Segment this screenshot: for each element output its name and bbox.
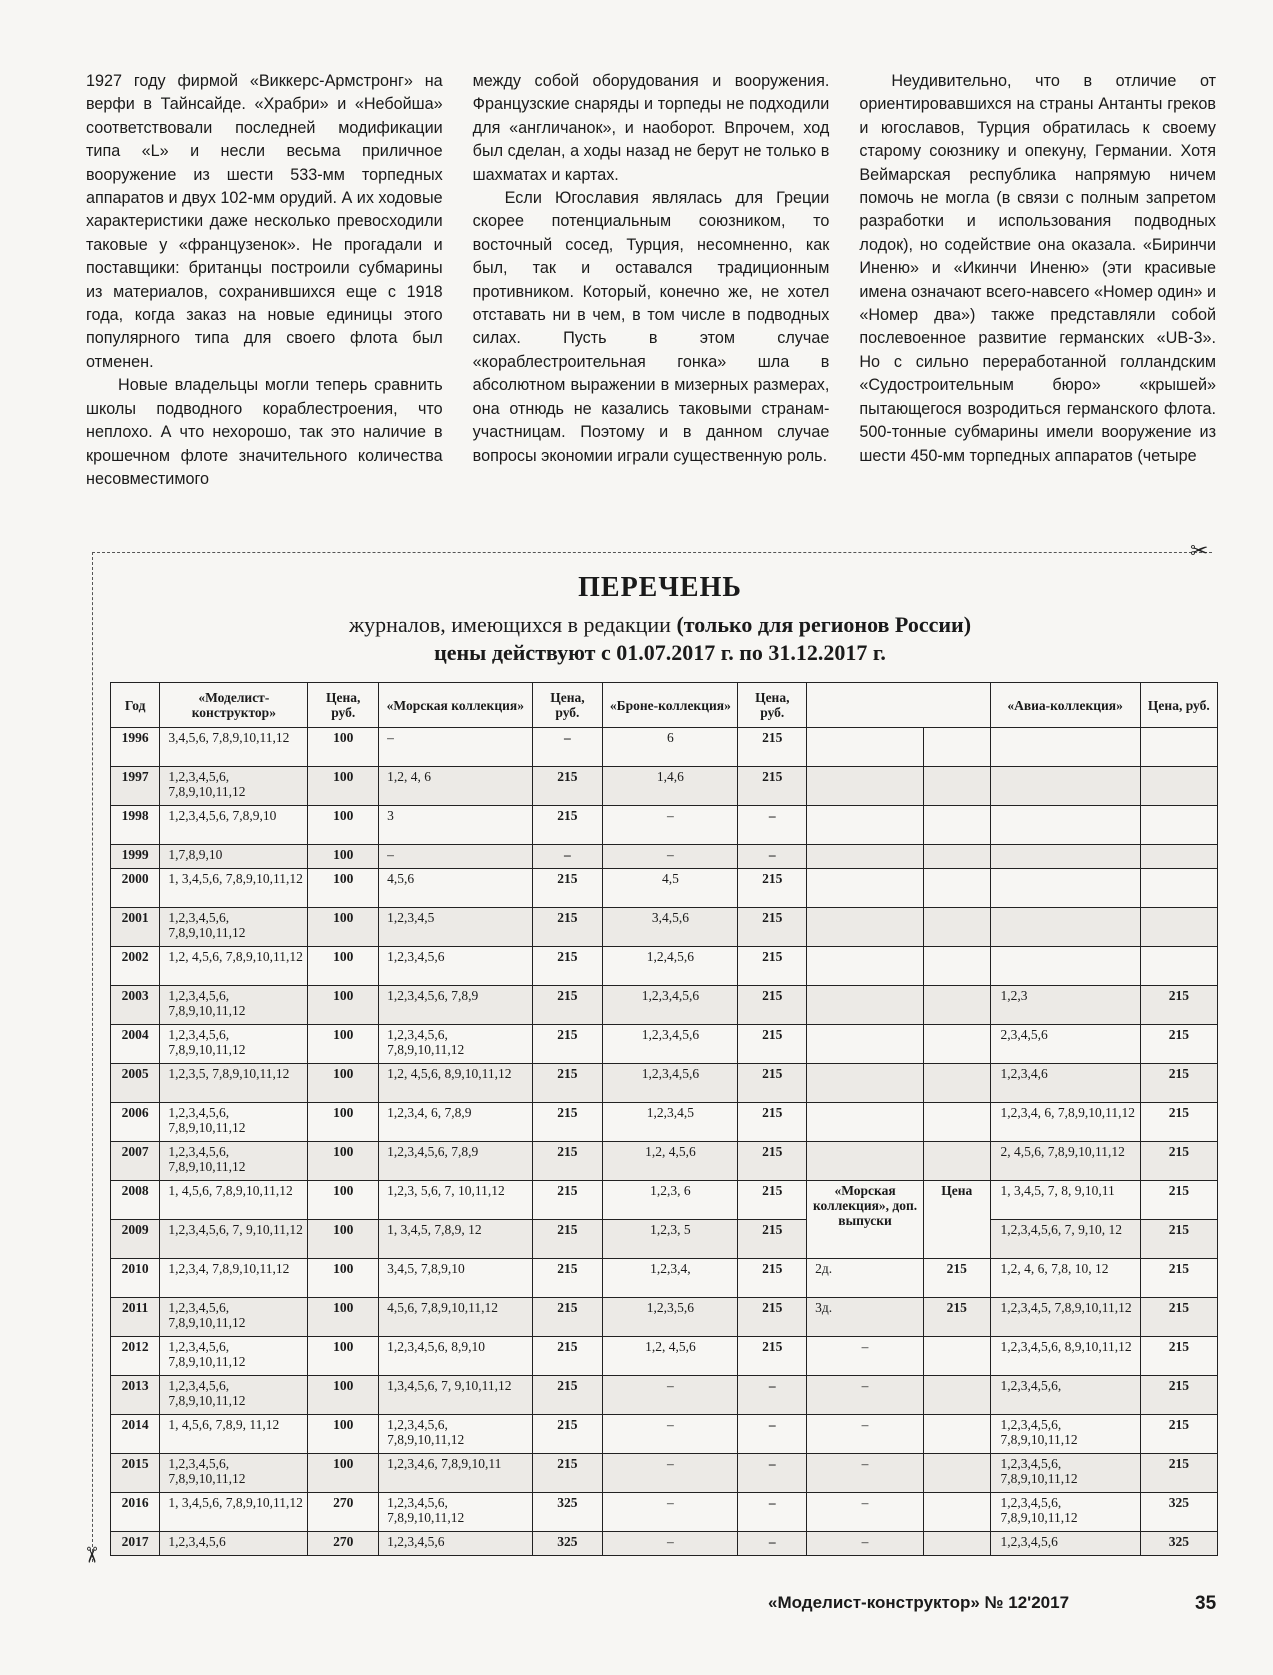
cell-mor: 1,3,4,5,6, 7, 9,10,11,12 xyxy=(379,1376,532,1415)
cell-mor-price: 215 xyxy=(532,869,603,908)
cell-year: 2008 xyxy=(111,1181,160,1220)
cell-mk-price: 100 xyxy=(308,1415,379,1454)
cell-bron: – xyxy=(603,1532,738,1556)
cell-dop-price xyxy=(924,1337,991,1376)
header-avia: «Авиа-коллекция» xyxy=(990,683,1140,728)
cell-mor-price: 215 xyxy=(532,986,603,1025)
cell-bron-price: 215 xyxy=(738,869,807,908)
cell-year: 2011 xyxy=(111,1298,160,1337)
cell-bron-price: – xyxy=(738,845,807,869)
cell-mk: 1,2,3,4,5,6, 7, 9,10,11,12 xyxy=(160,1220,308,1259)
cell-avia xyxy=(990,845,1140,869)
cell-mk: 1,2,3,4,5,6, 7,8,9,10,11,12 xyxy=(160,1298,308,1337)
table-row xyxy=(111,1298,1218,1337)
cell-dop: – xyxy=(807,1493,924,1532)
table-row xyxy=(111,986,1218,1025)
cell-dop: – xyxy=(807,1454,924,1493)
cell-avia-price: 325 xyxy=(1140,1493,1217,1532)
cell-mk-price: 100 xyxy=(308,1220,379,1259)
price-table xyxy=(110,682,1218,1556)
cell-avia xyxy=(990,947,1140,986)
cell-dop xyxy=(807,908,924,947)
cell-mk-price: 270 xyxy=(308,1493,379,1532)
cell-bron: – xyxy=(603,806,738,845)
paragraph: Новые владельцы могли теперь сравнить школы подводного кораблестроения, что неплохо. А что нехорошо, так это наличие в крошечном флоте значительного количества несовместимого xyxy=(86,376,443,488)
cell-dop xyxy=(807,767,924,806)
cell-bron: 1,2,3, 6 xyxy=(603,1181,738,1220)
cell-mor: 3 xyxy=(379,806,532,845)
table-row xyxy=(111,806,1218,845)
cell-bron: 1,2,3,4,5 xyxy=(603,1103,738,1142)
article-column-3 xyxy=(859,70,1216,510)
cell-mk-price: 100 xyxy=(308,1298,379,1337)
cell-bron: 1,2,4,5,6 xyxy=(603,947,738,986)
cell-mk: 1,2,3,4,5,6, 7,8,9,10,11,12 xyxy=(160,1103,308,1142)
header-mk-price: Цена, руб. xyxy=(308,683,379,728)
cell-avia: 1,2,3,4, 6, 7,8,9,10,11,12 xyxy=(990,1103,1140,1142)
cell-mor: 1,2,3, 5,6, 7, 10,11,12 xyxy=(379,1181,532,1220)
cell-avia-price xyxy=(1140,845,1217,869)
list-subtitle-bold: (только для регионов России) xyxy=(676,612,972,637)
table-row xyxy=(111,908,1218,947)
cell-avia-price: 215 xyxy=(1140,986,1217,1025)
cell-year: 2013 xyxy=(111,1376,160,1415)
cell-year: 1998 xyxy=(111,806,160,845)
cell-bron: 6 xyxy=(603,728,738,767)
cell-mor: – xyxy=(379,845,532,869)
cell-bron: 1,2, 4,5,6 xyxy=(603,1142,738,1181)
cell-mk: 1,2,3,4,5,6, 7,8,9,10 xyxy=(160,806,308,845)
cell-dop xyxy=(807,1025,924,1064)
cell-bron: 4,5 xyxy=(603,869,738,908)
cell-mor: 4,5,6 xyxy=(379,869,532,908)
cell-mor: 1,2,3,4,5,6, 7,8,9,10,11,12 xyxy=(379,1493,532,1532)
cell-bron: 1,2,3,4, xyxy=(603,1259,738,1298)
paragraph: Если Югославия являлась для Греции скорее потенциальным союзником, то восточный сосед, Турция, несомненно, как был, так и оставался традиционным противником. Который, конечно же, не хотел отставать ни в чем, в том числе в подводных силах. Пусть в этом случае «кораблестроительная гонка» шла в абсолютном выражении в мизерных размерах, она отнюдь не казались таковыми странам-участницам. Поэтому и в данном случае вопросы экономии играли существенную роль. xyxy=(472,189,830,465)
cell-dop xyxy=(807,728,924,767)
cell-year: 1999 xyxy=(111,845,160,869)
cell-avia-price xyxy=(1140,947,1217,986)
cell-mor-price: 215 xyxy=(532,1181,603,1220)
cell-avia: 2,3,4,5,6 xyxy=(990,1025,1140,1064)
cell-year: 1997 xyxy=(111,767,160,806)
cell-avia-price: 215 xyxy=(1140,1259,1217,1298)
cell-mk-price: 100 xyxy=(308,1181,379,1220)
cell-avia-price xyxy=(1140,767,1217,806)
cell-year: 2003 xyxy=(111,986,160,1025)
cell-mor: 1,2,3,4,5,6 xyxy=(379,1532,532,1556)
cell-bron: 3,4,5,6 xyxy=(603,908,738,947)
cell-bron-price: 215 xyxy=(738,1103,807,1142)
cell-mor: 1,2,3,4,5,6, 8,9,10 xyxy=(379,1337,532,1376)
cell-bron: 1,2,3,4,5,6 xyxy=(603,986,738,1025)
cell-year: 2006 xyxy=(111,1103,160,1142)
table-row xyxy=(111,1064,1218,1103)
header-empty xyxy=(807,683,990,728)
cell-bron-price: 215 xyxy=(738,1259,807,1298)
table-row xyxy=(111,1025,1218,1064)
cell-dop: – xyxy=(807,1337,924,1376)
cell-mk: 1, 3,4,5,6, 7,8,9,10,11,12 xyxy=(160,869,308,908)
header-mor: «Морская коллекция» xyxy=(379,683,532,728)
table-row xyxy=(111,1337,1218,1376)
cell-mk-price: 100 xyxy=(308,1337,379,1376)
table-row xyxy=(111,767,1218,806)
cell-dop-price xyxy=(924,947,991,986)
cell-bron-price: 215 xyxy=(738,908,807,947)
cell-avia: 1,2,3 xyxy=(990,986,1140,1025)
header-dop: «Морская коллекция», доп. выпуски xyxy=(807,1181,924,1259)
cell-avia-price xyxy=(1140,728,1217,767)
header-avia-price: Цена, руб. xyxy=(1140,683,1217,728)
cell-dop-price xyxy=(924,1142,991,1181)
cell-bron-price: 215 xyxy=(738,1337,807,1376)
cell-avia-price xyxy=(1140,908,1217,947)
cell-mk-price: 100 xyxy=(308,845,379,869)
cell-year: 2004 xyxy=(111,1025,160,1064)
cell-avia xyxy=(990,908,1140,947)
cell-dop xyxy=(807,986,924,1025)
cell-dop-price xyxy=(924,1103,991,1142)
cell-avia-price: 215 xyxy=(1140,1025,1217,1064)
cell-mk-price: 100 xyxy=(308,1103,379,1142)
header-mk: «Моделист-конструктор» xyxy=(160,683,308,728)
cell-bron: – xyxy=(603,1376,738,1415)
cell-year: 2015 xyxy=(111,1454,160,1493)
scissors-icon: ✂ xyxy=(1190,538,1209,563)
cell-mor: 1,2,3,4, 6, 7,8,9 xyxy=(379,1103,532,1142)
cell-dop-price xyxy=(924,1493,991,1532)
cell-dop: 3д. xyxy=(807,1298,924,1337)
cell-bron-price: – xyxy=(738,806,807,845)
cell-mor: 1, 3,4,5, 7,8,9, 12 xyxy=(379,1220,532,1259)
cell-mor-price: 215 xyxy=(532,1103,603,1142)
cell-mor-price: 215 xyxy=(532,1142,603,1181)
table-row xyxy=(111,845,1218,869)
cell-bron-price: 215 xyxy=(738,767,807,806)
cell-dop-price xyxy=(924,869,991,908)
cell-dop-price xyxy=(924,986,991,1025)
cell-mk-price: 100 xyxy=(308,806,379,845)
cell-mor-price: – xyxy=(532,845,603,869)
cell-avia-price xyxy=(1140,806,1217,845)
article-columns xyxy=(86,70,1216,510)
header-mor-price: Цена, руб. xyxy=(532,683,603,728)
cell-bron: 1,2,3,4,5,6 xyxy=(603,1025,738,1064)
cell-mor: – xyxy=(379,728,532,767)
cell-bron-price: – xyxy=(738,1454,807,1493)
cell-mor-price: 215 xyxy=(532,767,603,806)
paragraph: 1927 году фирмой «Виккерс-Армстронг» на верфи в Тайнсайде. «Храбри» и «Небойша» соответствовали последней модификации типа «L» и несли весьма приличное вооружение из шести 533-мм торпедных аппаратов и двух 102-мм орудий. А их ходовые характеристики даже несколько превосходили таковые у «французенок». Не прогадали и поставщики: британцы построили субмарины из материалов, сохранившихся еще с 1918 года, когда заказ на новые единицы этого популярного типа для своего флота был отменен. xyxy=(86,72,443,371)
cell-avia-price: 325 xyxy=(1140,1532,1217,1556)
cell-mor-price: 215 xyxy=(532,1298,603,1337)
cell-mk: 1,2,3,4,5,6, 7,8,9,10,11,12 xyxy=(160,908,308,947)
cell-dop xyxy=(807,1064,924,1103)
table-row xyxy=(111,1220,1218,1259)
cell-year: 2000 xyxy=(111,869,160,908)
cell-mk-price: 270 xyxy=(308,1532,379,1556)
cell-mor: 4,5,6, 7,8,9,10,11,12 xyxy=(379,1298,532,1337)
cell-dop-price xyxy=(924,1376,991,1415)
list-subtitle xyxy=(100,612,1220,638)
cell-bron-price: 215 xyxy=(738,1298,807,1337)
list-subtitle-text: журналов, имеющихся в редакции xyxy=(348,612,671,637)
paragraph: между собой оборудования и вооружения. Французские снаряды и торпеды не подходили для «англичанок», и наоборот. Впрочем, ход был сделан, а ходы назад не берут не только в шахматах и картах. xyxy=(472,72,830,184)
cell-avia: 2, 4,5,6, 7,8,9,10,11,12 xyxy=(990,1142,1140,1181)
table-row xyxy=(111,1181,1218,1220)
cell-bron-price: – xyxy=(738,1415,807,1454)
cell-bron-price: 215 xyxy=(738,1220,807,1259)
cell-year: 2014 xyxy=(111,1415,160,1454)
cell-bron-price: 215 xyxy=(738,728,807,767)
cell-mk-price: 100 xyxy=(308,869,379,908)
cell-dop xyxy=(807,947,924,986)
cell-avia: 1,2,3,4,5,6, 7,8,9,10,11,12 xyxy=(990,1454,1140,1493)
cell-avia xyxy=(990,869,1140,908)
cell-mk: 1,2,3,4,5,6, 7,8,9,10,11,12 xyxy=(160,1142,308,1181)
cell-dop: – xyxy=(807,1376,924,1415)
cell-avia xyxy=(990,767,1140,806)
cell-mk-price: 100 xyxy=(308,1454,379,1493)
cell-dop xyxy=(807,869,924,908)
cell-mor: 1,2,3,4,5,6, 7,8,9 xyxy=(379,1142,532,1181)
cell-mk: 1,2,3,4, 7,8,9,10,11,12 xyxy=(160,1259,308,1298)
header-dop-price: Цена xyxy=(924,1181,991,1259)
cell-bron-price: 215 xyxy=(738,1181,807,1220)
cell-dop xyxy=(807,806,924,845)
scissors-icon: ✂ xyxy=(79,1545,105,1565)
cell-mor: 1,2,3,4,5,6, 7,8,9,10,11,12 xyxy=(379,1415,532,1454)
cell-dop: 2д. xyxy=(807,1259,924,1298)
cell-year: 2007 xyxy=(111,1142,160,1181)
cell-bron: – xyxy=(603,1493,738,1532)
cell-mk: 1, 4,5,6, 7,8,9, 11,12 xyxy=(160,1415,308,1454)
cell-avia-price: 215 xyxy=(1140,1220,1217,1259)
cell-mk: 1,2, 4,5,6, 7,8,9,10,11,12 xyxy=(160,947,308,986)
cell-avia-price: 215 xyxy=(1140,1181,1217,1220)
cell-mor-price: 325 xyxy=(532,1493,603,1532)
cell-mor: 1,2,3,4,5,6, 7,8,9 xyxy=(379,986,532,1025)
cell-avia-price: 215 xyxy=(1140,1337,1217,1376)
cell-avia-price: 215 xyxy=(1140,1454,1217,1493)
table-row xyxy=(111,1259,1218,1298)
cell-mk: 1, 4,5,6, 7,8,9,10,11,12 xyxy=(160,1181,308,1220)
cell-mk-price: 100 xyxy=(308,767,379,806)
cell-dop-price xyxy=(924,1454,991,1493)
cell-mk: 1,2,3,4,5,6, 7,8,9,10,11,12 xyxy=(160,1025,308,1064)
cell-mk-price: 100 xyxy=(308,1064,379,1103)
cell-mk-price: 100 xyxy=(308,908,379,947)
cell-avia: 1,2,3,4,5,6, 7,8,9,10,11,12 xyxy=(990,1415,1140,1454)
list-dates: цены действуют с 01.07.2017 г. по 31.12.2017 г. xyxy=(434,640,886,665)
cell-mor: 1,2,3,4,6, 7,8,9,10,11 xyxy=(379,1454,532,1493)
cell-avia-price: 215 xyxy=(1140,1298,1217,1337)
cell-mk-price: 100 xyxy=(308,986,379,1025)
cell-mk-price: 100 xyxy=(308,1259,379,1298)
cell-mor-price: 215 xyxy=(532,1259,603,1298)
table-row xyxy=(111,1454,1218,1493)
cell-avia: 1,2, 4, 6, 7,8, 10, 12 xyxy=(990,1259,1140,1298)
table-row xyxy=(111,1415,1218,1454)
cell-bron: 1,2,3, 5 xyxy=(603,1220,738,1259)
table-row xyxy=(111,869,1218,908)
cell-bron: – xyxy=(603,845,738,869)
cell-dop-price xyxy=(924,767,991,806)
cell-mor-price: 215 xyxy=(532,806,603,845)
cell-year: 2017 xyxy=(111,1532,160,1556)
cell-dop-price: 215 xyxy=(924,1298,991,1337)
cell-dop-price xyxy=(924,845,991,869)
cell-bron-price: 215 xyxy=(738,1142,807,1181)
cell-mor-price: 215 xyxy=(532,1415,603,1454)
cell-mor: 3,4,5, 7,8,9,10 xyxy=(379,1259,532,1298)
cell-year: 2012 xyxy=(111,1337,160,1376)
cell-bron-price: 215 xyxy=(738,986,807,1025)
article-column-1 xyxy=(86,70,443,510)
cell-mor-price: 215 xyxy=(532,1025,603,1064)
cell-year: 1996 xyxy=(111,728,160,767)
cell-avia-price: 215 xyxy=(1140,1064,1217,1103)
cut-line-vertical xyxy=(92,552,93,1562)
cell-mor-price: 215 xyxy=(532,1220,603,1259)
cell-bron: – xyxy=(603,1454,738,1493)
cell-mk: 1,2,3,4,5,6, 7,8,9,10,11,12 xyxy=(160,1376,308,1415)
table-row xyxy=(111,1103,1218,1142)
cut-line-horizontal xyxy=(92,552,1212,553)
cell-bron: – xyxy=(603,1415,738,1454)
cell-dop: – xyxy=(807,1532,924,1556)
cell-mor-price: 325 xyxy=(532,1532,603,1556)
cell-dop-price: 215 xyxy=(924,1259,991,1298)
cell-dop: – xyxy=(807,1415,924,1454)
table-row xyxy=(111,728,1218,767)
cell-dop-price xyxy=(924,728,991,767)
cell-bron: 1,2, 4,5,6 xyxy=(603,1337,738,1376)
cell-dop-price xyxy=(924,1532,991,1556)
footer-magazine: «Моделист-конструктор» № 12'2017 xyxy=(768,1593,1070,1612)
cell-mor-price: 215 xyxy=(532,1454,603,1493)
cell-avia-price: 215 xyxy=(1140,1142,1217,1181)
cell-mor: 1,2,3,4,5,6, 7,8,9,10,11,12 xyxy=(379,1025,532,1064)
cell-bron: 1,4,6 xyxy=(603,767,738,806)
cell-year: 2016 xyxy=(111,1493,160,1532)
cell-avia xyxy=(990,728,1140,767)
cell-dop xyxy=(807,1103,924,1142)
cell-avia: 1, 3,4,5, 7, 8, 9,10,11 xyxy=(990,1181,1140,1220)
cell-mk: 1,2,3,4,5,6, 7,8,9,10,11,12 xyxy=(160,986,308,1025)
cell-avia-price: 215 xyxy=(1140,1376,1217,1415)
table-row xyxy=(111,1376,1218,1415)
cell-mk-price: 100 xyxy=(308,1376,379,1415)
cell-mk: 1,2,3,4,5,6 xyxy=(160,1532,308,1556)
cell-mor: 1,2,3,4,5 xyxy=(379,908,532,947)
cell-mor-price: 215 xyxy=(532,1376,603,1415)
cell-mor-price: 215 xyxy=(532,947,603,986)
cell-avia-price xyxy=(1140,869,1217,908)
cell-mor-price: 215 xyxy=(532,908,603,947)
cell-mk: 1,2,3,4,5,6, 7,8,9,10,11,12 xyxy=(160,1337,308,1376)
cell-avia: 1,2,3,4,5,6, xyxy=(990,1376,1140,1415)
article-column-2 xyxy=(473,70,830,510)
cell-dop-price xyxy=(924,1415,991,1454)
cell-bron: 1,2,3,4,5,6 xyxy=(603,1064,738,1103)
cell-dop-price xyxy=(924,1025,991,1064)
cell-mor: 1,2,3,4,5,6 xyxy=(379,947,532,986)
cell-avia xyxy=(990,806,1140,845)
cell-avia: 1,2,3,4,6 xyxy=(990,1064,1140,1103)
cell-mk: 1,2,3,5, 7,8,9,10,11,12 xyxy=(160,1064,308,1103)
cell-mk: 1,2,3,4,5,6, 7,8,9,10,11,12 xyxy=(160,1454,308,1493)
cell-year: 2005 xyxy=(111,1064,160,1103)
cell-mor-price: 215 xyxy=(532,1064,603,1103)
header-year: Год xyxy=(111,683,160,728)
cell-mk-price: 100 xyxy=(308,947,379,986)
cell-mk-price: 100 xyxy=(308,1025,379,1064)
cell-avia-price: 215 xyxy=(1140,1103,1217,1142)
cell-bron-price: 215 xyxy=(738,947,807,986)
page-number: 35 xyxy=(1195,1593,1217,1614)
header-bron-price: Цена, руб. xyxy=(738,683,807,728)
table-row xyxy=(111,947,1218,986)
cell-bron-price: – xyxy=(738,1493,807,1532)
paragraph: Неудивительно, что в отличие от ориентировавшихся на страны Антанты греков и югославов, Турция обратилась к своему старому союзнику и опекуну, Германии. Хотя Веймарская республика напрямую ничем помочь не могла (в связи с полным запретом разработки и использования подводных лодок), но содействие она оказала. «Биринчи Иненю» и «Икинчи Иненю» (эти красивые имена означают всего-навсего «Номер один» и «Номер два») также представляли собой послевоенное развитие германских «UB-3». Но с сильно переработанной голландским «Судостроительным бюро» «крышей» пытающегося возродиться германского флота. 500-тонные субмарины имели вооружение из шести 450-мм торпедных аппаратов (четыре xyxy=(859,72,1217,465)
cell-avia: 1,2,3,4,5, 7,8,9,10,11,12 xyxy=(990,1298,1140,1337)
cell-avia-price: 215 xyxy=(1140,1415,1217,1454)
header-bron: «Броне-коллекция» xyxy=(603,683,738,728)
cell-year: 2009 xyxy=(111,1220,160,1259)
table-row xyxy=(111,1493,1218,1532)
cell-dop xyxy=(807,1142,924,1181)
cell-year: 2010 xyxy=(111,1259,160,1298)
cell-avia: 1,2,3,4,5,6, 7, 9,10, 12 xyxy=(990,1220,1140,1259)
cell-bron-price: 215 xyxy=(738,1064,807,1103)
cell-mk: 1,2,3,4,5,6, 7,8,9,10,11,12 xyxy=(160,767,308,806)
cell-mk: 3,4,5,6, 7,8,9,10,11,12 xyxy=(160,728,308,767)
cell-avia: 1,2,3,4,5,6 xyxy=(990,1532,1140,1556)
table-row xyxy=(111,1142,1218,1181)
cell-dop-price xyxy=(924,908,991,947)
cell-mor-price: – xyxy=(532,728,603,767)
cell-mor-price: 215 xyxy=(532,1337,603,1376)
cell-avia: 1,2,3,4,5,6, 7,8,9,10,11,12 xyxy=(990,1493,1140,1532)
cell-bron-price: – xyxy=(738,1532,807,1556)
table-header-row xyxy=(111,683,1218,728)
cell-mk-price: 100 xyxy=(308,1142,379,1181)
cell-avia: 1,2,3,4,5,6, 8,9,10,11,12 xyxy=(990,1337,1140,1376)
table-row xyxy=(111,1532,1218,1556)
cell-dop xyxy=(807,845,924,869)
cell-mk: 1,7,8,9,10 xyxy=(160,845,308,869)
cell-dop-price xyxy=(924,806,991,845)
cell-dop-price xyxy=(924,1064,991,1103)
cell-year: 2002 xyxy=(111,947,160,986)
cell-bron-price: – xyxy=(738,1376,807,1415)
cell-bron: 1,2,3,5,6 xyxy=(603,1298,738,1337)
cell-mk: 1, 3,4,5,6, 7,8,9,10,11,12 xyxy=(160,1493,308,1532)
cell-bron-price: 215 xyxy=(738,1025,807,1064)
cell-year: 2001 xyxy=(111,908,160,947)
cell-mor: 1,2, 4, 6 xyxy=(379,767,532,806)
list-title: ПЕРЕЧЕНЬ xyxy=(578,572,742,603)
cell-mor: 1,2, 4,5,6, 8,9,10,11,12 xyxy=(379,1064,532,1103)
cell-mk-price: 100 xyxy=(308,728,379,767)
